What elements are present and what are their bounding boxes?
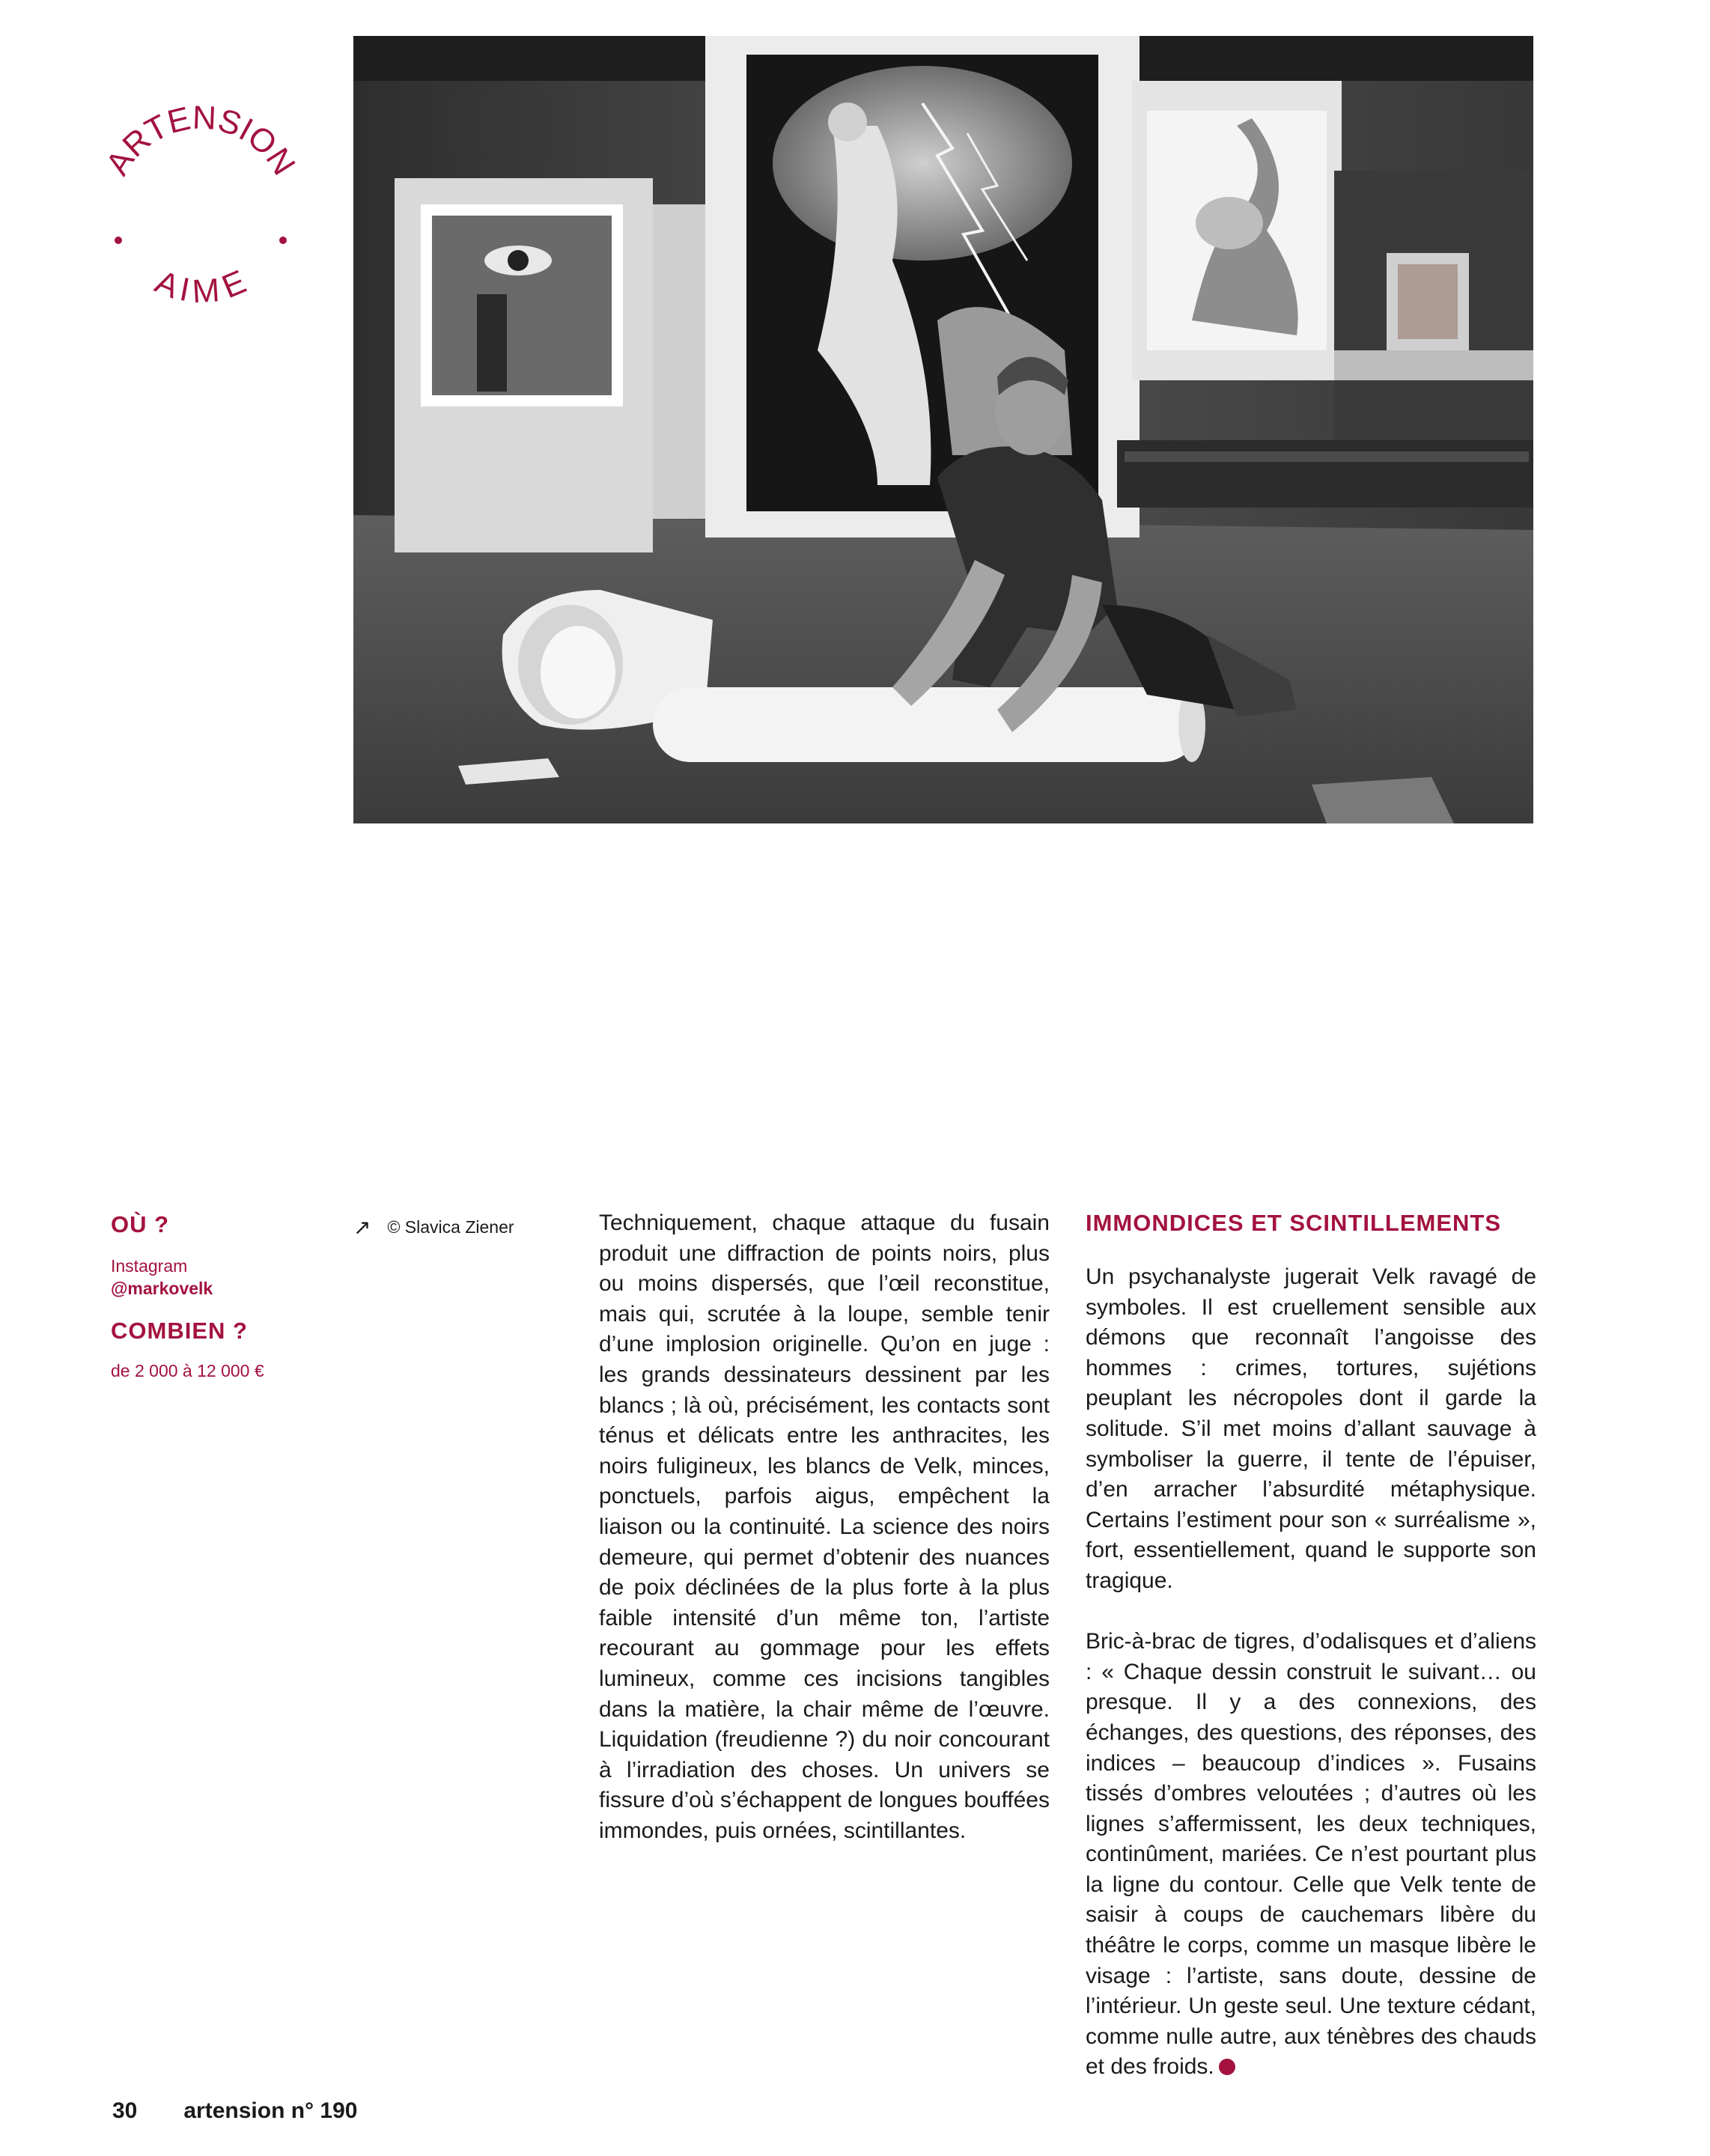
artension-aime-logo — [96, 100, 305, 310]
price-value: de 2 000 à 12 000 € — [111, 1361, 264, 1380]
column2-paragraph-2 — [1086, 1627, 1536, 2083]
where-heading: OÙ ? — [111, 1211, 170, 1237]
photo-credit-text: © Slavica Ziener — [387, 1217, 514, 1237]
logo-bottom-word: AIME — [150, 263, 252, 310]
article-column-1 — [599, 1208, 1050, 1846]
studio-photo — [353, 36, 1533, 823]
column2-paragraph-1: Un psychanalyste jugerait Velk ravagé de symboles. Il est cruellement sensible aux démons que reconnaît l’angoisse des hommes : crimes, tortures, sujétions peuplant les nécropoles dont il garde la solitude. S’il met moins d’allant sauvage à symboliser la guerre, il tente de l’épuiser, d’en arracher l’absurdité métaphysique. Certains l’estiment pour son « surréalisme », fort, essentiellement, quand le supporte son tragique. — [1086, 1264, 1536, 1593]
section-heading: IMMONDICES ET SCINTILLEMENTS — [1086, 1210, 1501, 1236]
paper-roll-front — [653, 687, 1199, 762]
logo-dot-left — [115, 237, 122, 244]
page-footer — [112, 2098, 357, 2124]
column2-paragraph-2-text: Bric-à-brac de tigres, d’odalisques et d’aliens : « Chaque dessin construit le suivant… ou presque. Il y a des connexions, des échanges, des questions, des réponses, des indices – beaucoup d’indices ». Fusains tissés d’ombres veloutées ; d’autres où les lignes s’affermissent, les deux techniques, continûment, mariées. Ce n’est pourtant plus la ligne du contour. Celle que Velk tente de saisir à coups de cauchemars libère du théâtre le corps, comme un masque libère le visage : l’artiste, sans doute, dessine de l’intérieur. Un geste seul. Une texture cédant, comme nulle autre, aux ténèbres des chauds et des froids. — [1086, 1629, 1536, 2080]
logo-top-word: ARTENSION — [99, 100, 302, 182]
column1-paragraph: Techniquement, chaque attaque du fusain produit une diffraction de points noirs, plus ou moins dispersés, que l’œil reconstitue, mais qui, scrutée à la loupe, semble tenir d’une implosion originelle. Qu’on en juge : les grands dessinateurs dessinent par les blancs ; là où, précisément, les contacts sont ténus et délicats entre les anthracites, les noirs fuligineux, les blancs de Velk, minces, ponctuels, parfois aigus, empêchent la liaison ou la continuité. La science des noirs demeure, qui permet d’obtenir des nuances de poix déclinées de la plus forte à la plus faible intensité d’un même ton, l’artiste recourant au gommage pour les effets lumineux, comme ces incisions tangibles dans la matière, la chair même de l’œuvre. Liquidation (freudienne ?) du noir concourant à l’irradiation des choses. Un univers se fissure d’où s’échappent de longues bouffées immondes, puis ornées, scintillantes. — [599, 1211, 1050, 1843]
end-of-article-dot-icon — [1219, 2059, 1235, 2075]
article-column-2 — [1086, 1208, 1536, 2083]
page-number: 30 — [112, 2098, 138, 2123]
arrow-up-right-icon: ↗ — [353, 1216, 371, 1239]
price-heading: COMBIEN ? — [111, 1318, 248, 1344]
magazine-issue: artension n° 190 — [183, 2098, 358, 2123]
where-label: Instagram — [111, 1256, 188, 1276]
photo-credit — [353, 1215, 514, 1240]
instagram-handle-link[interactable]: @markovelk — [111, 1279, 213, 1298]
logo-dot-right — [279, 237, 287, 244]
